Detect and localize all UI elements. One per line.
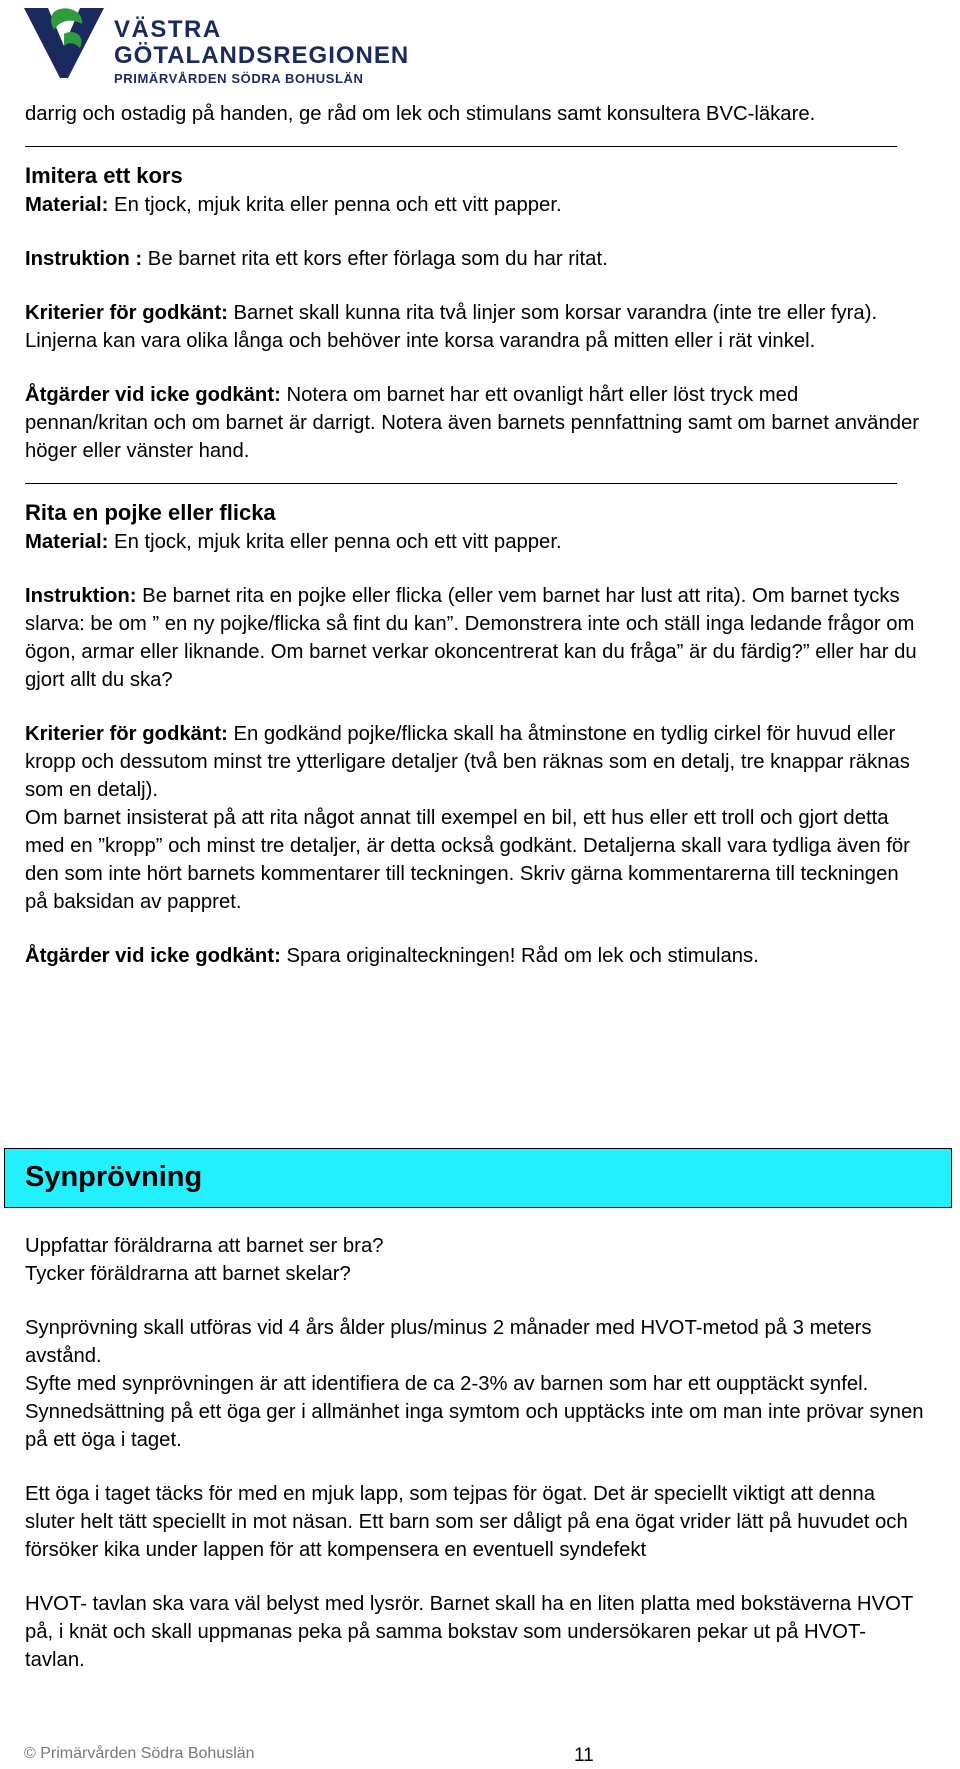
atgarder-label: Åtgärder vid icke godkänt: — [25, 945, 281, 967]
section-divider — [25, 483, 897, 484]
kriterier-label: Kriterier för godkänt: — [25, 302, 228, 324]
kriterier-paragraph — [25, 299, 925, 355]
copyright-icon: © — [24, 1745, 36, 1762]
page-footer — [24, 1745, 594, 1766]
intro-paragraph: darrig och ostadig på handen, ge råd om lek och stimulans samt konsultera BVC-läkare. — [25, 103, 816, 125]
atgarder-text: Notera om barnet har ett ovanligt hårt eller löst tryck med pennan/kritan och om barnet är darrigt. Notera även barnets pennfattning samt om barnet använder höger eller vänster hand. — [25, 384, 920, 462]
page-number: 11 — [574, 1745, 594, 1766]
footer-text: Primärvården Södra Bohuslän — [35, 1745, 255, 1762]
kriterier-text: En godkänd pojke/flicka skall ha åtminstone en tydlig cirkel för huvud eller kropp och dessutom minst tre ytterligare detaljer (två ben räknas som en detalj, tre knappar räknas som en detalj). — [25, 723, 910, 801]
material-label: Material: — [25, 531, 109, 553]
instruktion-text: Be barnet rita en pojke eller flicka (eller vem barnet har lust att rita). Om barnet tycks slarva: be om ” en ny pojke/flicka så fint du kan”. Demonstrera inte och ställ inga ledande frågor om ögon, armar eller liknande. Om barnet verkar okoncentrerat kan du fråga” är du färdig?” eller har du gjort allt du ska? — [25, 585, 917, 691]
synprovning-paragraph-3: Synnedsättning på ett öga ger i allmänhet inga symtom och upptäcks inte om man inte prövar synen på ett öga i taget. — [25, 1401, 924, 1451]
material-text: En tjock, mjuk krita eller penna och ett vitt papper. — [108, 194, 562, 216]
section-divider — [25, 146, 897, 147]
region-logo-icon — [24, 6, 104, 82]
material-label: Material: — [25, 194, 109, 216]
logo-line-1: VÄSTRA — [114, 16, 222, 43]
atgarder-text: Spara originalteckningen! Råd om lek och stimulans. — [280, 945, 759, 967]
synprovning-content — [25, 1232, 925, 1674]
synprovning-paragraph-5: HVOT- tavlan ska vara väl belyst med lysrör. Barnet skall ha en liten platta med bokstäverna HVOT på, i knät och skall uppmanas peka på samma bokstav som undersökaren pekar ut på HVOT-tavlan. — [25, 1593, 913, 1671]
logo-line-3: PRIMÄRVÅRDEN SÖDRA BOHUSLÄN — [114, 71, 364, 86]
synprovning-heading-box — [4, 1148, 952, 1208]
instruktion-text: Be barnet rita ett kors efter förlaga som du har ritat. — [142, 248, 608, 270]
kriterier-paragraph-2: Om barnet insisterat på att rita något annat till exempel en bil, ett hus eller ett troll och gjort detta med en ”kropp” och minst tre detaljer, är detta också godkänt. Detaljerna skall vara tydliga även för den som inte hört barnets kommentarer till teckningen. Skriv gärna kommentarerna till teckningen på baksidan av pappret. — [25, 807, 910, 913]
page-content — [25, 100, 925, 970]
atgarder-paragraph — [25, 942, 925, 970]
question-2: Tycker föräldrarna att barnet skelar? — [25, 1263, 351, 1285]
synprovning-title: Synprövning — [25, 1161, 203, 1193]
logo-line-2: GÖTALANDSREGIONEN — [114, 42, 410, 69]
material-paragraph — [25, 528, 925, 556]
material-paragraph — [25, 191, 925, 219]
section-title-rita: Rita en pojke eller flicka — [25, 500, 276, 525]
instruktion-label: Instruktion: — [25, 585, 137, 607]
instruktion-label: Instruktion : — [25, 248, 143, 270]
instruktion-paragraph — [25, 245, 925, 273]
kriterier-paragraph — [25, 720, 925, 804]
material-text: En tjock, mjuk krita eller penna och ett vitt papper. — [108, 531, 562, 553]
synprovning-paragraph-2: Syfte med synprövningen är att identifiera de ca 2-3% av barnen som har ett oupptäckt synfel. — [25, 1373, 869, 1395]
atgarder-label: Åtgärder vid icke godkänt: — [25, 384, 281, 406]
logo-wordmark — [114, 18, 409, 85]
instruktion-paragraph — [25, 582, 925, 694]
synprovning-paragraph-4: Ett öga i taget täcks för med en mjuk lapp, som tejpas för ögat. Det är speciellt viktigt att denna sluter helt tätt speciellt in mot näsan. Ett barn som ser dåligt på ena ögat vrider lätt på huvudet och försöker kika under lappen för att kompensera en eventuell syndefekt — [25, 1483, 908, 1561]
atgarder-paragraph — [25, 381, 925, 465]
question-1: Uppfattar föräldrarna att barnet ser bra? — [25, 1235, 384, 1257]
synprovning-paragraph-1: Synprövning skall utföras vid 4 års ålder plus/minus 2 månader med HVOT-metod på 3 meters avstånd. — [25, 1317, 872, 1367]
kriterier-label: Kriterier för godkänt: — [25, 723, 228, 745]
section-title-imitera: Imitera ett kors — [25, 163, 183, 188]
header-logo — [24, 4, 424, 88]
kriterier-text: Barnet skall kunna rita två linjer som korsar varandra (inte tre eller fyra). Linjerna kan vara olika långa och behöver inte korsa varandra på mitten eller i rät vinkel. — [25, 302, 878, 352]
